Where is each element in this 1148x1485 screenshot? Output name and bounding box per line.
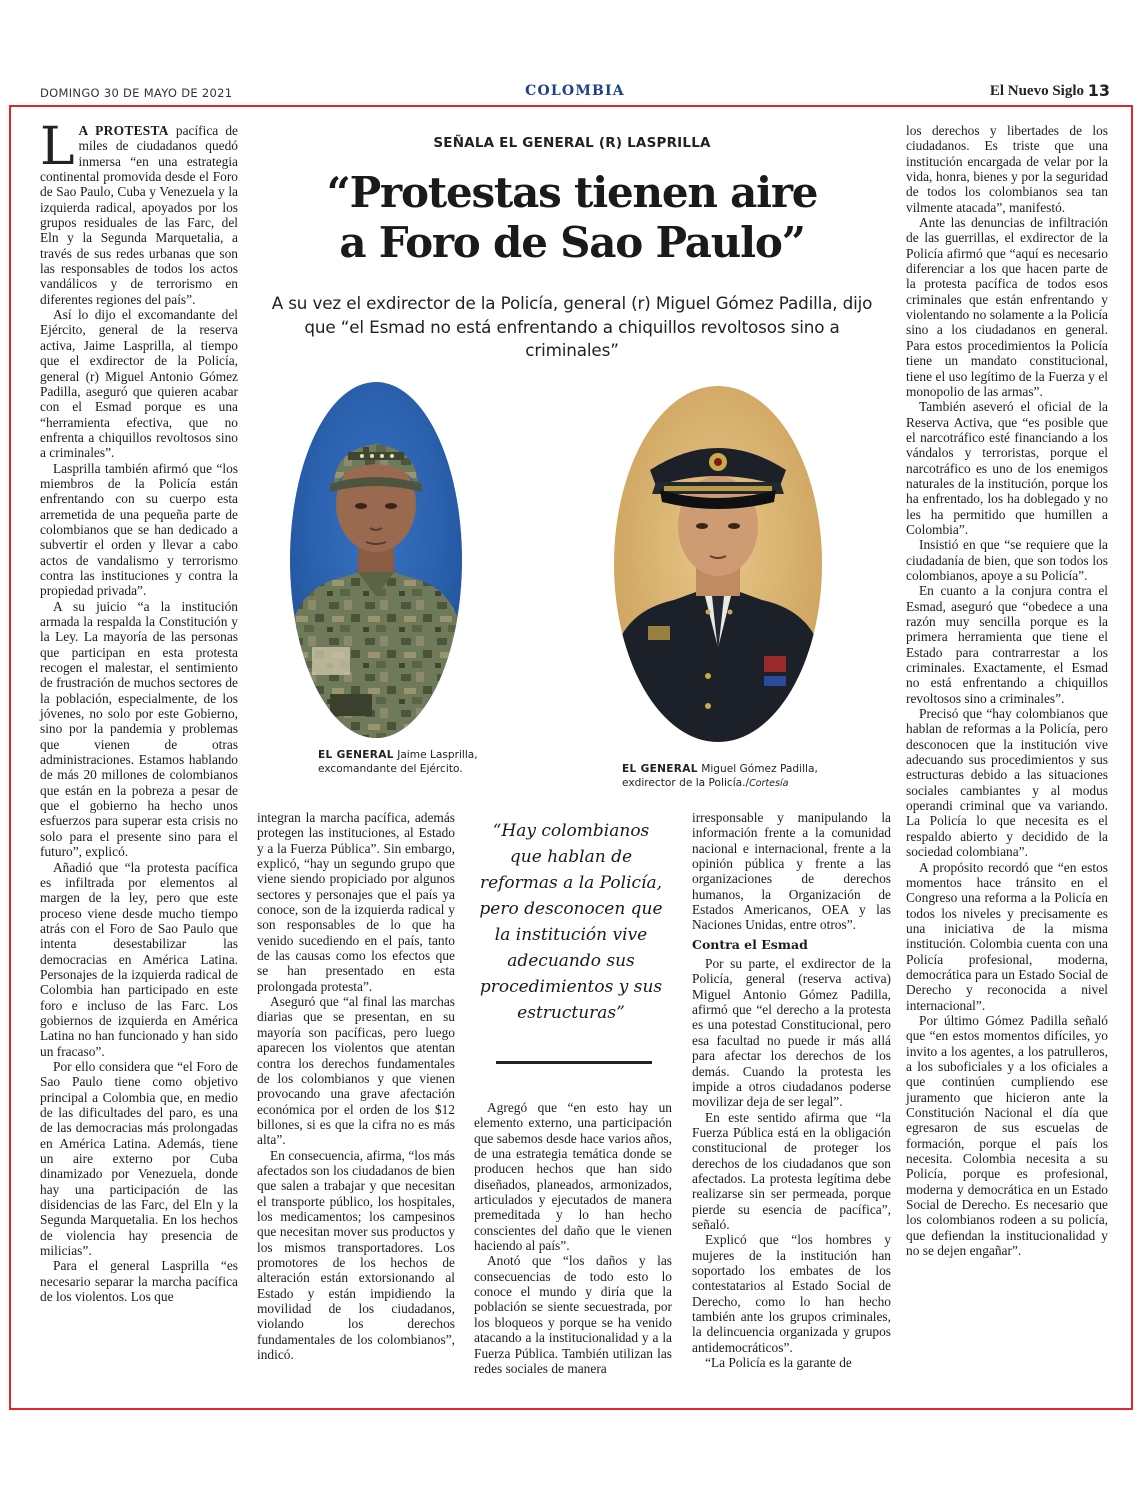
photo-caption-2: EL GENERAL Miguel Gómez Padilla, exdirector de la Policía./Cortesía — [622, 763, 818, 789]
column-1 — [40, 117, 238, 1305]
masthead — [40, 82, 1110, 102]
photo-lasprilla — [290, 382, 462, 738]
lead-paragraph: L A PROTESTA pacífica de miles de ciudadanos quedó inmersa “en una estrategia continental promovida desde el Foro de Sao Paulo, Cuba y Venezuela y la izquierda radical, apoyados por los grupos residuales de las Farc, del Eln y la Segunda Marquetalia, a través de sus redes urbanas que son las responsables de todos los actos vandálicos y de terrorismo en diferentes regiones del país”. — [40, 117, 238, 307]
column-4 — [692, 810, 891, 1370]
drop-cap: L — [40, 117, 75, 177]
page-number: 13 — [1087, 81, 1110, 100]
lead-in: A PROTESTA — [78, 123, 169, 138]
newspaper-name: El Nuevo Siglo — [989, 83, 1084, 99]
paragraph: Añadió que “la protesta pacífica es infiltrada por elementos al margen de la ley, pero que este proceso viene desde mucho tiempo atrás con el Foro de Sao Paulo que intenta desestabilizar las democracias en América Latina. Personajes de la izquierda radical de Colombia han participado en este foro e incluso de las Farc. Los gobiernos de izquierda en América Latina no han funcionado y han sido un fracaso”. — [40, 859, 238, 1059]
paragraph: Precisó que “hay colombianos que hablan de reformas a la Policía, pero desconocen que la institución vive adecuando sus procedimientos y sus estructuras debido a las situaciones sociales cambiantes y al modus operandi criminal que va variando. La Policía lo que necesita es el respaldo abierto y decidido de la sociedad colombiana”. — [906, 706, 1108, 860]
photo-credit: Cortesía — [749, 778, 789, 789]
paragraph: Por ello considera que “el Foro de Sao Paulo tiene como objetivo principal a Colombia que, en medio de las dificultades del paro, es una de las democracias más prolongadas en América Latina. Además, tiene un aire externo por Cuba dinamizado por Venezuela, donde hay una participación de las disidencias de las Farc, del Eln y la Segunda Marquetalia. En los hechos de violencia hay presencia de milicias”. — [40, 1058, 238, 1259]
paragraph: irresponsable y manipulando la información frente a la comunidad nacional e internacional, frente a la opinión pública y frente a las organizaciones de derechos humanos, la Organización de Estados Americanos, OEA y las Naciones Unidas, entre otros”. — [692, 810, 891, 933]
paragraph: En cuanto a la conjura contra el Esmad, aseguró que “obedece a una razón muy sencilla porque es la primera herramienta que tiene el Estado para contrarrestar a los criminales. Exactamente, el Esmad no está enfrentando a chiquillos revoltosos sino a criminales”. — [906, 583, 1108, 706]
photo-gomez-padilla — [614, 386, 822, 742]
article-kicker: SEÑALA EL GENERAL (R) LASPRILLA — [433, 135, 711, 151]
paragraph: los derechos y libertades de los ciudadanos. Es triste que una institución encargada de velar por la vida, honra, bienes y por la seguridad de todos los colombianos sea tan vilmente atacada”, manifestó. — [906, 123, 1108, 215]
paragraph: Explicó que “los hombres y mujeres de la institución han soportado los embates de los contestatarios al Estado Social de Derecho, como lo han hecho también ante los grupos criminales, la delincuencia organizada y grupos antidemocráticos”. — [692, 1232, 891, 1355]
article-deck: A su vez el exdirector de la Policía, general (r) Miguel Gómez Padilla, dijo que “el Esmad no está enfrentando a chiquillos revoltosos sino a criminales” — [271, 293, 873, 360]
paragraph: Lasprilla también afirmó que “los miembros de la Policía están enfrentando con su cuerpo esta arremetida de una pequeña parte de colombianos que se han dedicado a subvertir el orden y llevar a cabo actos de vandalismo y terrorismo contra las instituciones y contra la propiedad privada”. — [40, 460, 238, 599]
pull-quote-rule — [496, 1061, 652, 1064]
paragraph: En consecuencia, afirma, “los más afectados son los ciudadanos de bien que salen a trabajar y que necesitan el transporte público, los hospitales, los medicamentos; los campesinos que necesitan mover sus productos y los mismos transportadores. Los promotores de los hechos de alteración están extorsionando al Estado y están impidiendo la movilidad de los ciudadanos, violando los derechos fundamentales de los colombianos”, indicó. — [257, 1147, 455, 1363]
paragraph: Por su parte, el exdirector de la Policía, general (reserva activa) Miguel Antonio Gómez Padilla, afirmó que “el derecho a la protesta es una potestad Constitucional, pero esa facultad no puede ir más allá para afectar los derechos de los demás. Cuando la protesta les impide a otros ciudadanos poderse movilizar deja de ser legal”. — [692, 956, 891, 1110]
portrait-police-general — [614, 386, 822, 742]
paragraph: En este sentido afirma que “la Fuerza Pública está en la obligación constitucional de proteger los derechos de los ciudadanos que son afectados. La protesta legítima debe realizarse sin ser permeada, porque pierde su esencia de pacífica”, señaló. — [692, 1109, 891, 1232]
pull-quote: “Hay colombianos que hablan de reformas a la Policía, pero desconocen que la institución vive adecuando sus procedimientos y sus estructuras” — [479, 821, 663, 1023]
paragraph: A su juicio “a la institución armada la respalda la Constitución y la Ley. La mayoría de las personas que participan en esta protesta recogen el malestar, el sentimiento de frustración de muchos sectores de la población, especialmente, de los jóvenes, no solo por este Gobierno, sino por la pandemia y problemas que vienen de otras administraciones. Estamos hablando de más 20 millones de colombianos que están en la pobreza a pesar de que el gobierno ha hecho unos esfuerzos para superar esta crisis no solo para el presente sino para el futuro”, explicó. — [40, 598, 238, 860]
paragraph: Anotó que “los daños y las consecuencias de todo esto lo conoce el mundo y diría que la población se siente secuestrada, por los bloqueos y porque se ha venido atacando a la institucionalidad y a la Fuerza Pública. También utilizan las redes sociales de manera — [474, 1253, 672, 1376]
portrait-army-general — [290, 382, 462, 738]
issue-date: DOMINGO 30 DE MAYO DE 2021 — [40, 86, 233, 100]
paragraph: Agregó que “en esto hay un elemento externo, una participación que sabemos desde hace varios años, de una estrategia temática donde se producen hechos que han sido diseñados, planeados, armonizados, articulados y ejecutados de manera premeditada y lo han hecho conscientes del daño que le vienen haciendo al país”. — [474, 1100, 672, 1254]
paragraph: integran la marcha pacífica, además protegen las instituciones, al Estado y a la Fuerza Pública”. Sin embargo, explicó, “hay un segundo grupo que viene siendo propiciado por algunos sectores y personajes que el país ya conoce, son de la izquierda radical y son responsables de lo que ha venido sucediendo en el país, tanto de las causas como los efectos que se han presentado en esta prolongada protesta”. — [257, 810, 455, 994]
subheading: Contra el Esmad — [692, 936, 808, 952]
photo-caption-1: EL GENERAL Jaime Lasprilla, excomandante del Ejército. — [318, 749, 478, 775]
column-3 — [474, 1100, 672, 1376]
paragraph: Ante las denuncias de infiltración de las guerrillas, el exdirector de la Policía afirmó que “aquí es necesario diferenciar a los que hacen parte de la protesta pacífica de todos esos criminales que están enfrentando y violentando no solamente a la Policía sino a los ciudadanos en general. Para estos procedimientos la Policía tiene un mandato constitucional, tiene el uso legítimo de la Fuerza y el monopolio de las armas”. — [906, 215, 1108, 399]
paragraph: Para el general Lasprilla “es necesario separar la marcha pacífica de los violentos. Los que — [40, 1258, 238, 1305]
paragraph: “La Policía es la garante de — [705, 1355, 852, 1371]
column-2 — [257, 810, 455, 1362]
paragraph: Por último Gómez Padilla señaló que “en estos momentos difíciles, yo invito a los agentes, a los patrulleros, a los suboficiales y a los oficiales a que continúen cumpliendo ese juramento que hicieron ante la Constitución Nacional el día que egresaron de sus escuelas de formación, porque el país los necesita. Colombia necesita a su Policía, porque es profesional, moderna y democrática en un Estado Social de Derecho. Es necesario que los colombianos rodeen a su policía, que defiendan la institucionalidad y no se dejen engañar”. — [906, 1012, 1108, 1259]
paragraph: Aseguró que “al final las marchas diarias que se presentan, en su mayoría son pacíficas, pero luego aparecen los violentos que atentan contra los derechos fundamentales de los colombianos y que vienen provocando una grave afectación económica por el orden de los $12 billones, si es que la cifra no es más alta”. — [257, 994, 455, 1148]
paragraph: Insistió en que “se requiere que la ciudadanía de bien, que son todos los colombianos, apoye a su Policía”. — [906, 537, 1108, 583]
section-name: COLOMBIA — [525, 83, 625, 99]
paragraph: Así lo dijo el excomandante del Ejército, general de la reserva activa, Jaime Lasprilla, al tiempo que el exdirector de la Policía, general (r) Miguel Antonio Gómez Padilla, aseguró que quieren acabar con el Esmad porque es una “herramienta efectiva, que no enfrenta a chiquillos revoltosos sino a criminales”. — [40, 307, 238, 461]
paragraph: A propósito recordó que “en estos momentos hace tránsito en el Congreso una reforma a la Policía en todos los niveles y precisamente es una iniciativa de la misma institución. Colombia cuenta con una Policía profesional, moderna, democrática para un Estado Social de Derecho y reconocida a nivel internacional”. — [906, 859, 1108, 1013]
article-headline: “Protestas tienen aire a Foro de Sao Paulo” — [326, 168, 818, 267]
paragraph: También aseveró el oficial de la Reserva Activa, que “es posible que el narcotráfico esté financiando a los vándalos y terroristas, porque el narcotráfico es uno de los enemigos naturales de la institución, porque los ha enfrentado, los ha doblegado y no les ha permitido que humillen a Colombia”. — [906, 399, 1108, 537]
column-5 — [906, 123, 1108, 1258]
